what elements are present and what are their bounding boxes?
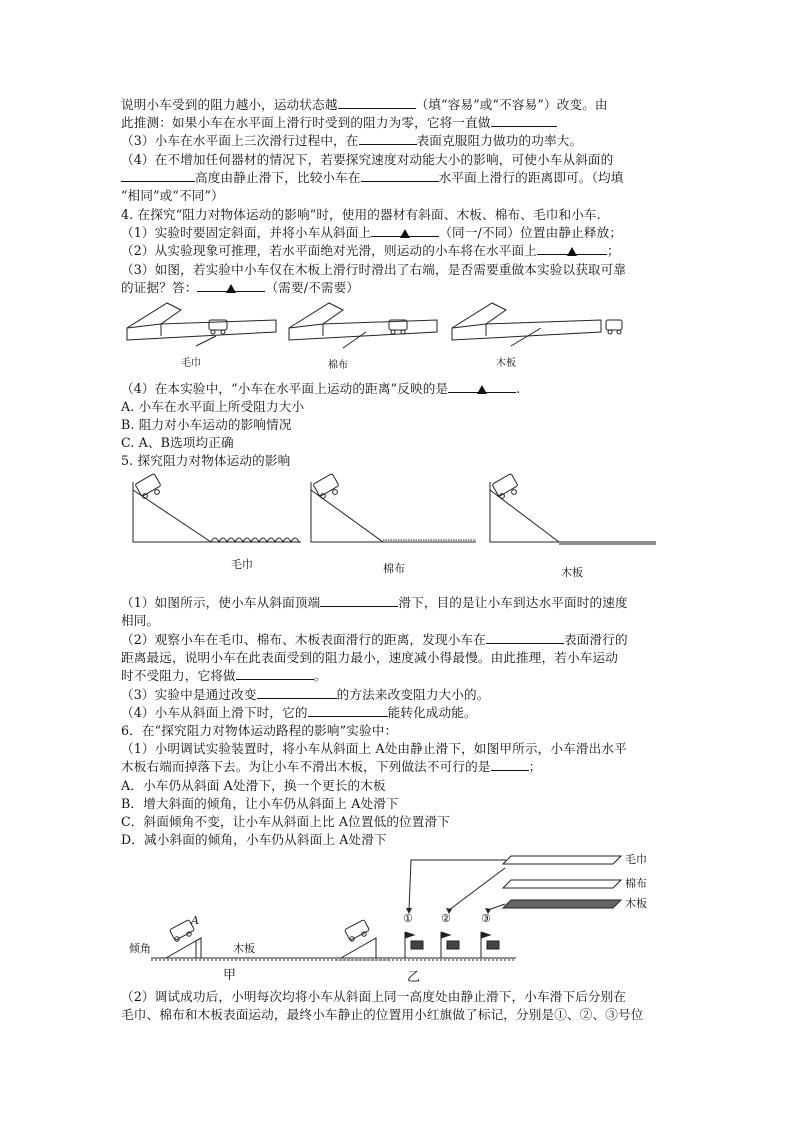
- question-5-title: 5. 探究阻力对物体运动的影响: [121, 453, 291, 468]
- text-line: （2）观察小车在毛巾、棉布、木板表面滑行的距离，发现小车在 表面滑行的: [121, 632, 628, 647]
- triangle-marker-icon: [226, 284, 236, 293]
- option-a: A．小车仍从斜面 A处滑下，换一个更长的木板: [121, 778, 386, 793]
- text-line: 毛巾、棉布和木板表面运动，最终小车静止的位置用小红旗做了标记，分别是①、②、③号位: [121, 1007, 644, 1022]
- answer-blank[interactable]: [371, 224, 439, 237]
- text-line: （3）小车在水平面上三次滑行过程中，在 表面克服阻力做功的功率大。: [121, 133, 583, 148]
- option-b: B．增大斜面的倾角，让小车仍从斜面上 A处滑下: [121, 796, 399, 811]
- figure-q5-inclines: [121, 470, 666, 588]
- surface-label: 毛巾: [625, 853, 647, 866]
- figure-caption-yi: 乙: [407, 970, 421, 985]
- angle-label: 倾角: [129, 942, 151, 955]
- text-line: （2）从实验现象可推理，若水平面绝对光滑，则运动的小车将在水平面上 ；: [121, 243, 620, 258]
- triangle-marker-icon: [477, 385, 487, 394]
- answer-blank[interactable]: [121, 169, 195, 182]
- text-line: （2）调试成功后，小明每次均将小车从斜面上同一高度处由静止滑下，小车滑下后分别在: [121, 989, 627, 1004]
- text-line: 相同。: [121, 613, 160, 628]
- text-line: （4）在不增加任何器材的情况下，若要探究速度对动能大小的影响，可使小车从斜面的: [121, 152, 614, 167]
- answer-blank[interactable]: [197, 279, 265, 292]
- figure-label: 毛巾: [181, 358, 201, 369]
- answer-blank[interactable]: [491, 758, 529, 771]
- text-line: 距离最远，说明小车在此表面受到的阻力最小，速度减小得最慢。由此推理，若小车运动: [121, 650, 619, 665]
- triangle-marker-icon: [400, 229, 410, 238]
- surface-label: 棉布: [625, 877, 647, 890]
- figure-q6: [121, 846, 681, 986]
- answer-blank[interactable]: [448, 380, 516, 393]
- text-line: 说明小车受到的阻力越小，运动状态越 （填“容易”或“不容易”）改变。由: [121, 97, 608, 112]
- text-line: （1）如图所示，使小车从斜面顶端 滑下，目的是让小车到达水平面时的速度: [121, 595, 628, 610]
- text-line: （1）实验时要固定斜面，并将小车从斜面上 （同一/不同）位置由静止释放；: [121, 225, 623, 240]
- text-line: （3）如图，若实验中小车仅在木板上滑行时滑出了右端，是否需要重做本实验以获取可靠: [121, 262, 627, 277]
- figure-label: 毛巾: [231, 558, 253, 571]
- surface-label: 木板: [625, 897, 647, 910]
- text-line: 时不受阻力，它将做 。: [121, 668, 327, 683]
- figure-label: 棉布: [383, 562, 405, 575]
- answer-blank[interactable]: [257, 686, 337, 699]
- mark-label: ②: [441, 912, 451, 925]
- figure-q4-ramps: [121, 298, 641, 378]
- text-line: “相同”或“不同”）: [121, 188, 224, 203]
- mark-label: ①: [403, 912, 413, 925]
- text-line: 的证据？答： （需要/不需要）: [121, 280, 360, 295]
- text-line: （3）实验中是通过改变 的方法来改变阻力大小的。: [121, 687, 490, 702]
- option-a: A. 小车在水平面上所受阻力大小: [121, 399, 305, 414]
- board-label: 木板: [233, 942, 255, 955]
- answer-blank[interactable]: [308, 704, 388, 717]
- figure-label: 棉布: [328, 360, 348, 371]
- figure-label: 木板: [496, 358, 516, 369]
- text-line: 木板右端而掉落下去。为让小车不滑出木板，下列做法不可行的是 ；: [121, 759, 542, 774]
- option-b: B. 阻力对小车运动的影响情况: [121, 417, 292, 432]
- answer-blank[interactable]: [537, 242, 607, 255]
- answer-blank[interactable]: [338, 96, 416, 109]
- text-line: （4）小车从斜面上滑下时，它的 能转化成动能。: [121, 705, 477, 720]
- mark-label: ③: [481, 912, 491, 925]
- text-line: 此推测：如果小车在水平面上滑行时受到的阻力为零，它将一直做: [121, 114, 681, 132]
- question-4-title: 4. 在探究“阻力对物体运动的影响”时，使用的器材有斜面、木板、棉布、毛巾和小车.: [121, 207, 601, 222]
- triangle-marker-icon: [567, 247, 577, 256]
- figure-label: 木板: [561, 566, 583, 579]
- answer-blank[interactable]: [361, 169, 439, 182]
- option-d: D．减小斜面的倾角，小车仍从斜面上 A处滑下: [121, 832, 387, 847]
- text-line: 高度由静止滑下，比较小车在 水平面上滑行的距离即可。（均填: [121, 169, 681, 187]
- figure-caption-jia: 甲: [223, 968, 237, 983]
- answer-blank[interactable]: [236, 667, 314, 680]
- answer-blank[interactable]: [491, 114, 557, 127]
- answer-blank[interactable]: [320, 594, 398, 607]
- text-line: （4）在本实验中，“小车在水平面上运动的距离”反映的是 .: [121, 381, 521, 396]
- text-line: （1）小明调试实验装置时，将小车从斜面上 A处由静止滑下，如图甲所示，小车滑出水平: [121, 741, 627, 756]
- question-6-title: 6．在“探究阻力对物体运动路程的影响”实验中：: [121, 723, 398, 738]
- point-a-label: A: [191, 914, 199, 927]
- option-c: C．斜面倾角不变，让小车从斜面上比 A位置低的位置滑下: [121, 814, 451, 829]
- option-c: C. A、B选项均正确: [121, 435, 234, 450]
- answer-blank[interactable]: [359, 132, 417, 145]
- answer-blank[interactable]: [486, 631, 564, 644]
